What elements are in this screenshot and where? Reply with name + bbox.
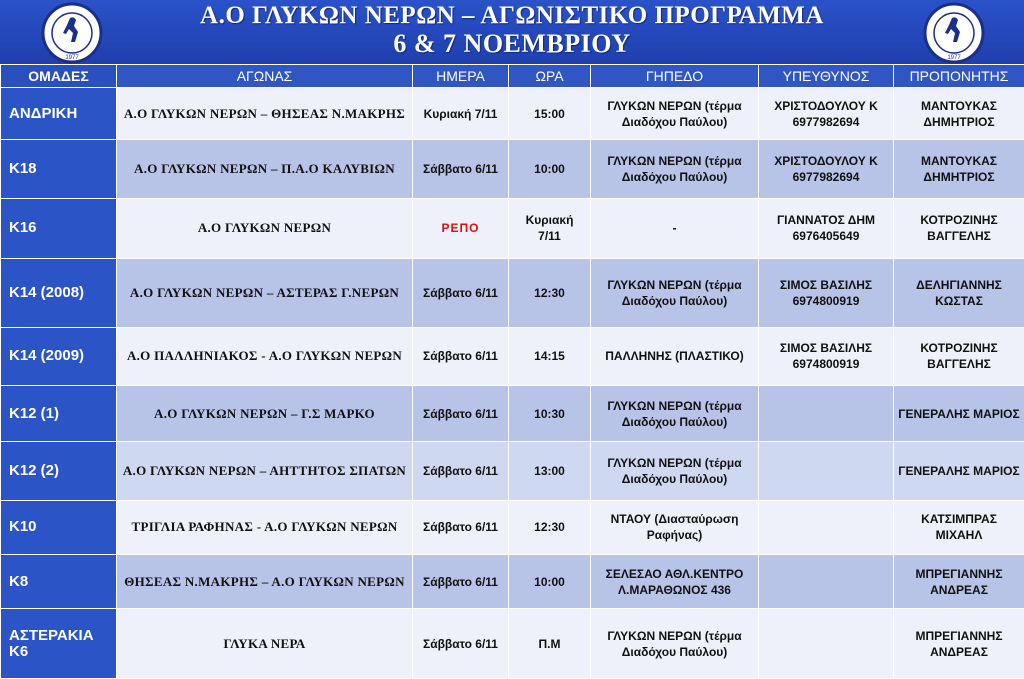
team-cell: K12 (1) <box>1 385 117 441</box>
match-cell: Α.Ο ΓΛΥΚΩΝ ΝΕΡΩΝ <box>117 198 413 258</box>
time-cell: Π.Μ <box>509 609 591 679</box>
coach-cell: ΚΟΤΡΟΖΙΝΗΣ ΒΑΓΓΕΛΗΣ <box>894 198 1024 258</box>
column-header: ΩΡΑ <box>509 65 591 88</box>
time-cell: 15:00 <box>509 88 591 140</box>
manager-cell: ΧΡΙΣΤΟΔΟΥΛΟΥ Κ 6977982694 <box>759 140 894 198</box>
team-cell: K14 (2009) <box>1 327 117 385</box>
team-cell: ΑΣΤΕΡΑΚΙΑ K6 <box>1 609 117 679</box>
team-cell: K14 (2008) <box>1 259 117 327</box>
venue-cell: ΓΛΥΚΩΝ ΝΕΡΩΝ (τέρμα Διαδόχου Παύλου) <box>591 140 759 198</box>
day-cell: Σάββατο 6/11 <box>413 442 509 500</box>
column-header: ΓΗΠΕΔΟ <box>591 65 759 88</box>
column-header: ΟΜΑΔΕΣ <box>1 65 117 88</box>
table-row <box>1 500 1024 554</box>
match-cell: Α.Ο ΓΛΥΚΩΝ ΝΕΡΩΝ – ΑΗΤΤΗΤΟΣ ΣΠΑΤΩΝ <box>117 442 413 500</box>
coach-cell: ΜΠΡΕΓΙΑΝΝΗΣ ΑΝΔΡΕΑΣ <box>894 609 1024 679</box>
match-cell: ΓΛΥΚΑ ΝΕΡΑ <box>117 609 413 679</box>
coach-cell: ΜΑΝΤΟΥΚΑΣ ΔΗΜΗΤΡΙΟΣ <box>894 140 1024 198</box>
venue-cell: - <box>591 198 759 258</box>
table-row <box>1 442 1024 500</box>
table-row <box>1 555 1024 609</box>
match-cell: Α.Ο ΠΑΛΛΗΝΙΑΚΟΣ - Α.Ο ΓΛΥΚΩΝ ΝΕΡΩΝ <box>117 327 413 385</box>
manager-cell: ΓΙΑΝΝΑΤΟΣ ΔΗΜ 6976405649 <box>759 198 894 258</box>
table-row <box>1 88 1024 140</box>
manager-cell: ΣΙΜΟΣ ΒΑΣΙΛΗΣ 6974800919 <box>759 327 894 385</box>
match-cell: Α.Ο ΓΛΥΚΩΝ ΝΕΡΩΝ – Γ.Σ ΜΑΡΚΟ <box>117 385 413 441</box>
day-cell: Σάββατο 6/11 <box>413 500 509 554</box>
table-row <box>1 609 1024 679</box>
time-cell: 12:30 <box>509 259 591 327</box>
time-cell: 10:00 <box>509 555 591 609</box>
venue-cell: ΓΛΥΚΩΝ ΝΕΡΩΝ (τέρμα Διαδόχου Παύλου) <box>591 88 759 140</box>
coach-cell: ΚΑΤΣΙΜΠΡΑΣ ΜΙΧΑΗΛ <box>894 500 1024 554</box>
table-row <box>1 198 1024 258</box>
table-row <box>1 259 1024 327</box>
match-cell: ΘΗΣΕΑΣ Ν.ΜΑΚΡΗΣ – Α.Ο ΓΛΥΚΩΝ ΝΕΡΩΝ <box>117 555 413 609</box>
match-cell: ΤΡΙΓΛΙΑ ΡΑΦΗΝΑΣ - Α.Ο ΓΛΥΚΩΝ ΝΕΡΩΝ <box>117 500 413 554</box>
coach-cell: ΓΕΝΕΡΑΛΗΣ ΜΑΡΙΟΣ <box>894 442 1024 500</box>
title-line-2: 6 & 7 ΝΟΕΜΒΡΙΟΥ <box>393 29 631 58</box>
time-cell: 12:30 <box>509 500 591 554</box>
coach-cell: ΔΕΛΗΓΙΑΝΝΗΣ ΚΩΣΤΑΣ <box>894 259 1024 327</box>
team-cell: K10 <box>1 500 117 554</box>
venue-cell: ΝΤΑΟΥ (Διασταύρωση Ραφήνας) <box>591 500 759 554</box>
venue-cell: ΓΛΥΚΩΝ ΝΕΡΩΝ (τέρμα Διαδόχου Παύλου) <box>591 609 759 679</box>
day-cell: ΡΕΠΟ <box>413 198 509 258</box>
column-header: ΑΓΩΝΑΣ <box>117 65 413 88</box>
coach-cell: ΓΕΝΕΡΑΛΗΣ ΜΑΡΙΟΣ <box>894 385 1024 441</box>
coach-cell: ΚΟΤΡΟΖΙΝΗΣ ΒΑΓΓΕΛΗΣ <box>894 327 1024 385</box>
coach-cell: ΜΠΡΕΓΙΑΝΝΗΣ ΑΝΔΡΕΑΣ <box>894 555 1024 609</box>
team-cell: K8 <box>1 555 117 609</box>
day-cell: Σάββατο 6/11 <box>413 140 509 198</box>
venue-cell: ΓΛΥΚΩΝ ΝΕΡΩΝ (τέρμα Διαδόχου Παύλου) <box>591 385 759 441</box>
manager-cell <box>759 385 894 441</box>
table-row <box>1 385 1024 441</box>
team-cell: K12 (2) <box>1 442 117 500</box>
time-cell: 10:30 <box>509 385 591 441</box>
time-cell: Κυριακή 7/11 <box>509 198 591 258</box>
table-header-row <box>1 65 1024 88</box>
page-title <box>0 2 1024 58</box>
schedule-table <box>0 64 1024 679</box>
manager-cell: ΣΙΜΟΣ ΒΑΣΙΛΗΣ 6974800919 <box>759 259 894 327</box>
column-header: ΗΜΕΡΑ <box>413 65 509 88</box>
logo-year-text: 1977 <box>947 55 961 61</box>
manager-cell: ΧΡΙΣΤΟΔΟΥΛΟΥ Κ 6977982694 <box>759 88 894 140</box>
time-cell: 13:00 <box>509 442 591 500</box>
match-cell: Α.Ο ΓΛΥΚΩΝ ΝΕΡΩΝ – ΑΣΤΕΡΑΣ Γ.ΝΕΡΩΝ <box>117 259 413 327</box>
table-row <box>1 327 1024 385</box>
team-cell: K16 <box>1 198 117 258</box>
venue-cell: ΣΕΛΕΣΑΟ ΑΘΛ.ΚΕΝΤΡΟ Λ.ΜΑΡΑΘΩΝΟΣ 436 <box>591 555 759 609</box>
manager-cell <box>759 500 894 554</box>
venue-cell: ΓΛΥΚΩΝ ΝΕΡΩΝ (τέρμα Διαδόχου Παύλου) <box>591 259 759 327</box>
venue-cell: ΠΑΛΛΗΝΗΣ (ΠΛΑΣΤΙΚΟ) <box>591 327 759 385</box>
team-cell: K18 <box>1 140 117 198</box>
manager-cell <box>759 555 894 609</box>
day-cell: Κυριακή 7/11 <box>413 88 509 140</box>
day-cell: Σάββατο 6/11 <box>413 385 509 441</box>
manager-cell <box>759 609 894 679</box>
column-header: ΠΡΟΠΟΝΗΤΗΣ <box>894 65 1024 88</box>
day-cell: Σάββατο 6/11 <box>413 609 509 679</box>
match-cell: Α.Ο ΓΛΥΚΩΝ ΝΕΡΩΝ – ΘΗΣΕΑΣ Ν.ΜΑΚΡΗΣ <box>117 88 413 140</box>
column-header: ΥΠΕΥΘΥΝΟΣ <box>759 65 894 88</box>
coach-cell: ΜΑΝΤΟΥΚΑΣ ΔΗΜΗΤΡΙΟΣ <box>894 88 1024 140</box>
logo-year-text: 1977 <box>65 55 79 61</box>
day-cell: Σάββατο 6/11 <box>413 259 509 327</box>
time-cell: 14:15 <box>509 327 591 385</box>
day-cell: Σάββατο 6/11 <box>413 327 509 385</box>
time-cell: 10:00 <box>509 140 591 198</box>
team-cell: ΑΝΔΡΙΚΗ <box>1 88 117 140</box>
venue-cell: ΓΛΥΚΩΝ ΝΕΡΩΝ (τέρμα Διαδόχου Παύλου) <box>591 442 759 500</box>
manager-cell <box>759 442 894 500</box>
day-cell: Σάββατο 6/11 <box>413 555 509 609</box>
match-cell: Α.Ο ΓΛΥΚΩΝ ΝΕΡΩΝ – Π.Α.Ο ΚΑΛΥΒΙΩΝ <box>117 140 413 198</box>
table-row <box>1 140 1024 198</box>
title-line-1: Α.Ο ΓΛΥΚΩΝ ΝΕΡΩΝ – ΑΓΩΝΙΣΤΙΚΟ ΠΡΟΓΡΑΜΜΑ <box>200 2 824 29</box>
